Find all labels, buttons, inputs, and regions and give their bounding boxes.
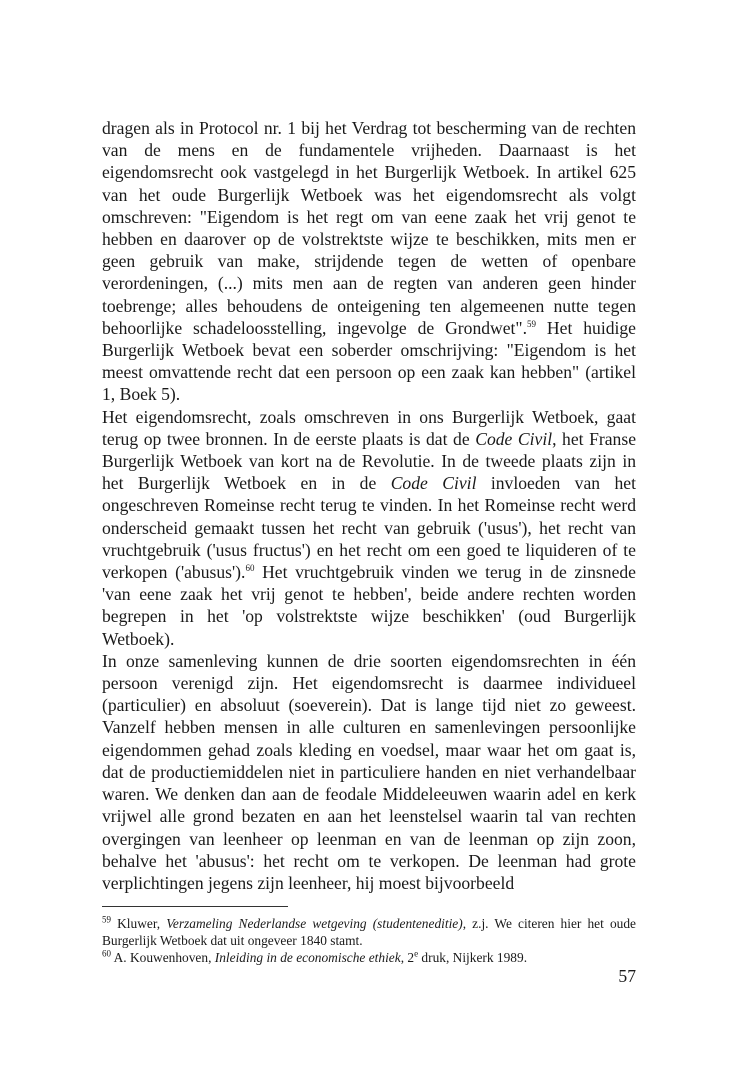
footnotes [102, 915, 636, 966]
main-text [102, 117, 636, 894]
italic-text: Code Civil [390, 473, 477, 494]
text-run: , het Franse Burgerlijk Wetboek van kort na de Revolutie. In de tweede plaats zijn in het Burgerlijk Wetboek en in de [102, 428, 637, 494]
text-run: dragen als in Protocol nr. 1 bij het Verdrag tot bescherming van de rechten van de mens en de fundamentele vrijheden. Daarnaast is het eigendomsrecht ook vastgelegd in het Burgerlijk Wetboek. In artikel 625 van het oude Burgerlijk Wetboek was het eigendomsrecht als volgt omschreven: "Eigendom is het regt om van eene zaak het vrij genot te hebben en daarover op de volstrektste wijze te beschikken, mits men er geen gebruik van make, strijdende tegen de wetten of openbare verordeningen, (...) mits men aan de regten van anderen geen hinder toebrenge; alles behoudens de onteigening ten algemeenen nutte tegen behoorlijke schadeloosstelling, ingevolge de Grondwet". [102, 118, 636, 338]
text-run: A. Kouwenhoven, [111, 950, 215, 965]
footnote-divider [102, 906, 288, 907]
text-run: In onze samenleving kunnen de drie soorten eigendomsrechten in één persoon verenigd zijn. Het eigendomsrecht is daarmee individueel (particulier) en absoluut (soeverein). Dat is lange tijd niet zo geweest. Vanzelf hebben mensen in alle culturen en samenlevingen persoonlijke eigendommen gehad zoals kleding en voedsel, maar waar het om gaat is, dat de productiemiddelen niet in particuliere handen en niet verhandelbaar waren. We denken dan aan de feodale Middeleeuwen waarin adel en kerk vrijwel alle grond bezaten en aan het leenstelsel waarin tal van rechten overgingen van leenheer op leenman en van de leenman op zijn zoon, behalve het 'abusus': het recht om te verkopen. De leenman had grote verplichtingen jegens zijn leenheer, hij moest bijvoorbeeld [102, 650, 636, 893]
footnote-ref: e [414, 948, 419, 959]
italic-text: Verzameling Nederlandse wetgeving (studenteneditie) [166, 916, 463, 931]
paragraph [102, 117, 636, 406]
text-run: Het huidige Burgerlijk Wetboek bevat een soberder omschrijving: "Eigendom is het meest omvattende recht dat een persoon op een zaak kan hebben" (artikel 1, Boek 5). [102, 317, 636, 405]
footnote-ref: 60 [102, 948, 111, 959]
text-run: invloeden van het ongeschreven Romeinse recht terug te vinden. In het Romeinse recht werd onderscheid gemaakt tussen het recht van gebruik ('usus'), het recht van vruchtgebruik ('usus fructus') en het recht om een goed te liquideren of te verkopen ('abusus'). [102, 473, 636, 583]
page-body [102, 117, 636, 894]
text-run: , 2 [400, 950, 415, 965]
text-run: Het vruchtgebruik vinden we terug in de zinsnede 'van eene zaak het vrij genot te hebben', beide andere rechten worden begrepen in het 'op volstrektste wijze beschikken' (oud Burgerlijk Wetboek). [102, 562, 636, 649]
text-run: , z.j. We citeren hier het oude Burgerlijk Wetboek dat uit ongeveer 1840 stamt. [102, 916, 636, 948]
paragraph [102, 406, 636, 650]
text-run: Het eigendomsrecht, zoals omschreven in ons Burgerlijk Wetboek, gaat terug op twee bronnen. In de eerste plaats is dat de [102, 406, 636, 449]
footnote [102, 915, 636, 949]
footnote-ref: 59 [527, 318, 537, 329]
italic-text: Code Civil [475, 428, 553, 449]
italic-text: Inleiding in de economische ethiek [214, 950, 401, 965]
page-number: 57 [618, 966, 636, 986]
text-run: druk, Nijkerk 1989. [418, 950, 528, 965]
paragraph [102, 650, 636, 894]
footnote-ref: 60 [245, 563, 255, 574]
footnote-ref: 59 [102, 914, 111, 925]
text-run: Kluwer, [111, 916, 167, 931]
footnote [102, 949, 636, 966]
